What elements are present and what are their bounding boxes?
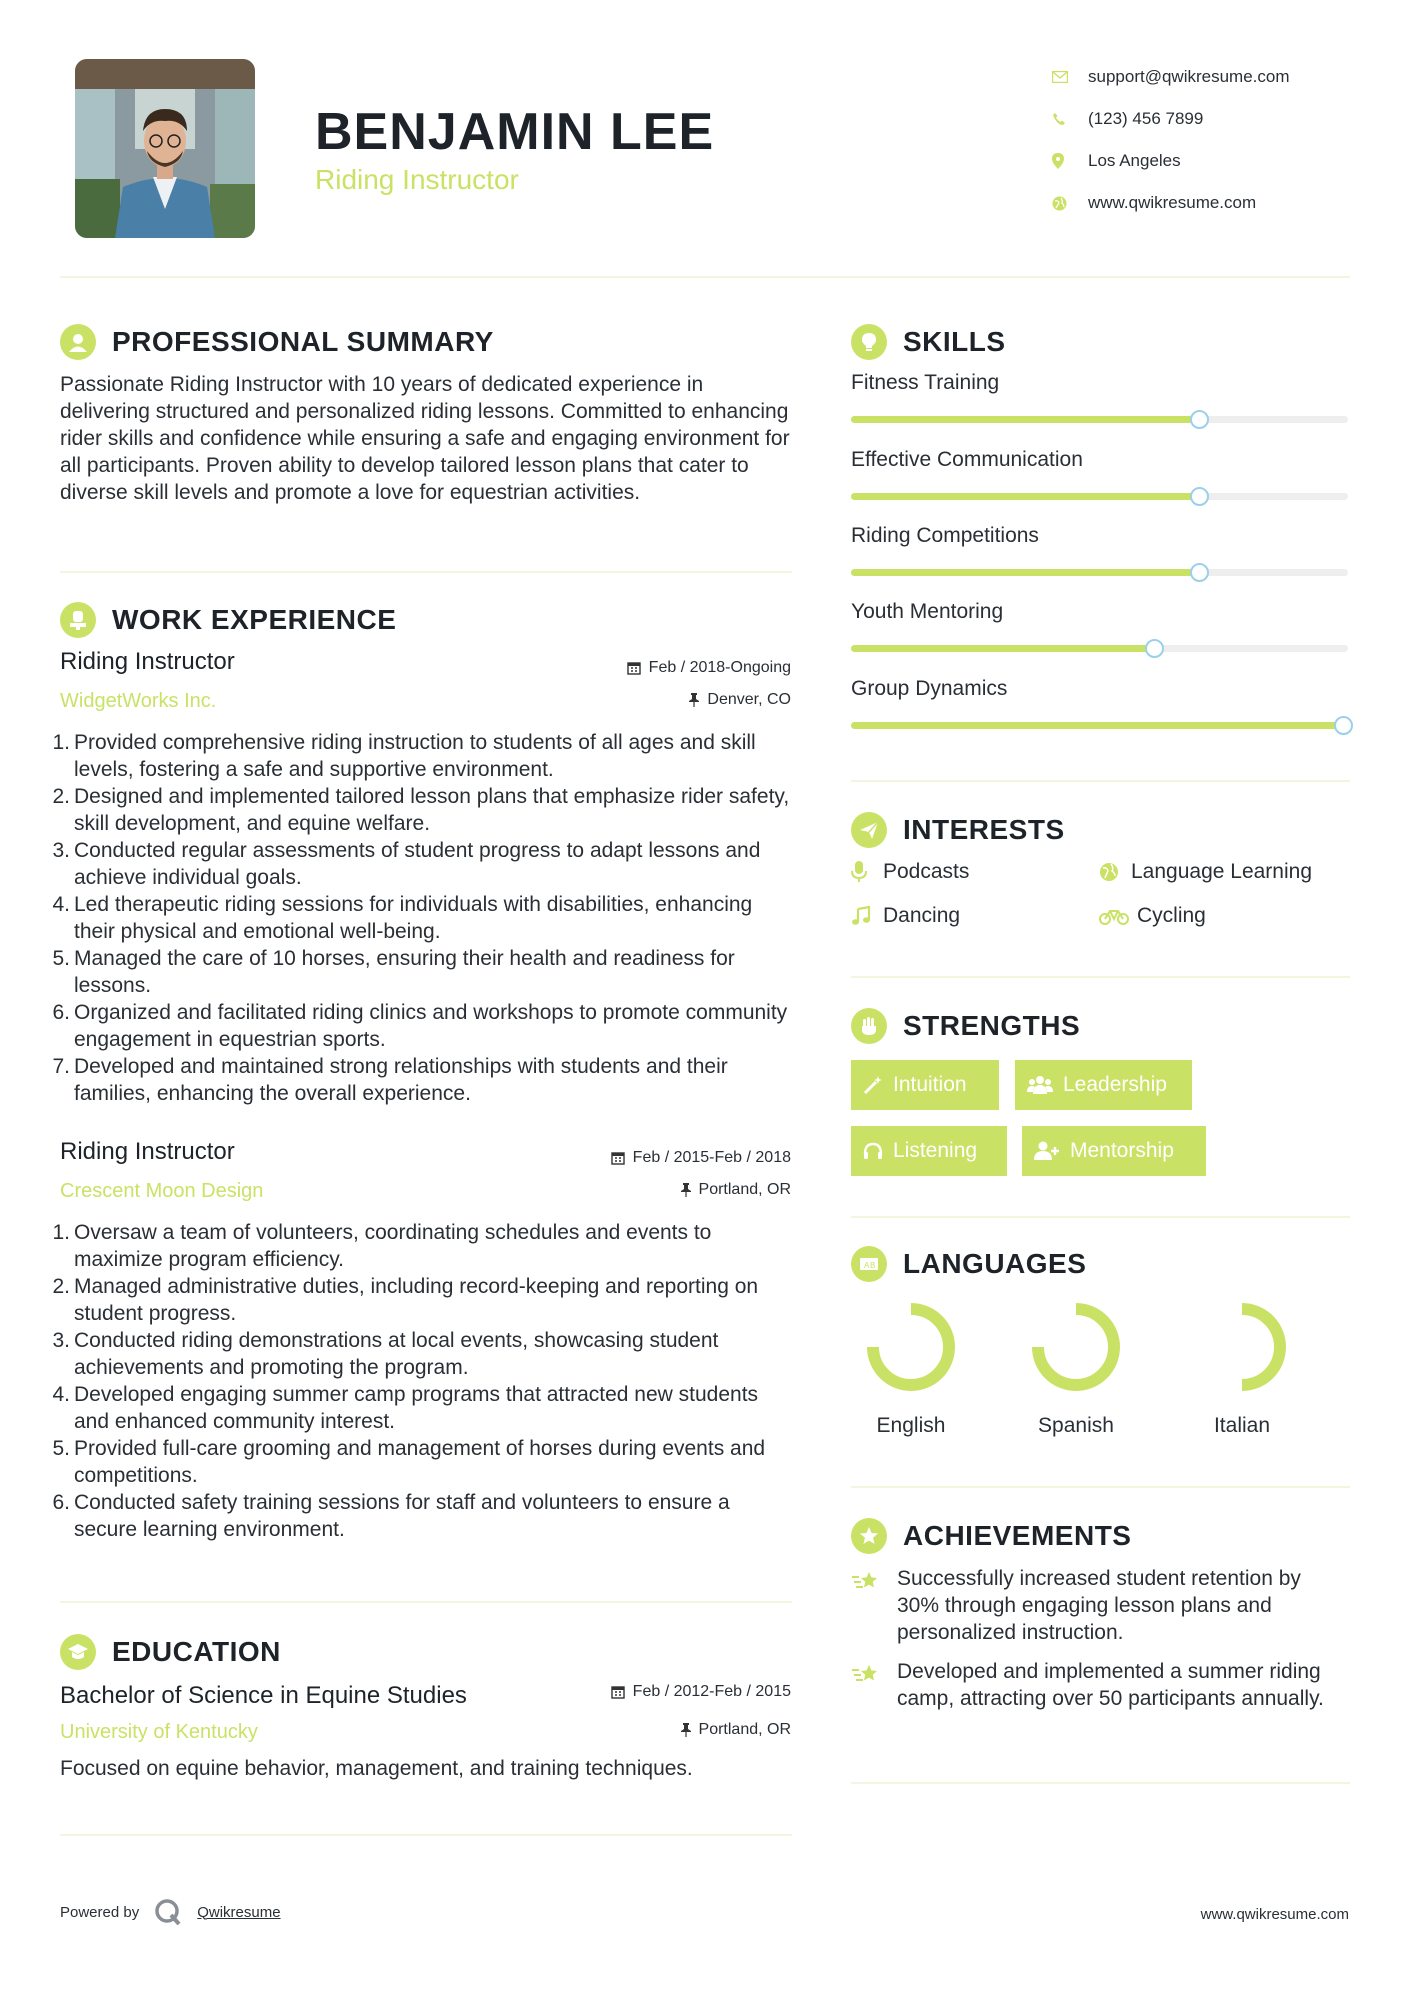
star-icon (851, 1518, 887, 1554)
achievement-item: Developed and implemented a summer riding camp, attracting over 50 participants annually. (851, 1658, 1337, 1712)
graduation-icon (60, 1634, 96, 1670)
job-company: WidgetWorks Inc. (60, 690, 217, 712)
contact-phone[interactable]: (123) 456 7899 (1052, 98, 1382, 140)
map-pin-icon (1052, 153, 1088, 169)
strength-tag: Listening (851, 1126, 1007, 1176)
summary-text: Passionate Riding Instructor with 10 years of dedicated experience in delivering structured and personalized riding lessons. Committed to enhancing rider skills and confidence while ensuring a safe and engaging environment for all participants. Proven ability to develop tailored lesson plans that cater to diverse skill levels and promote a love for equestrian activities. (60, 373, 790, 504)
list-item: 5. Provided full-care grooming and management of horses during events and competitions. (52, 1437, 766, 1487)
education-degree: Bachelor of Science in Equine Studies (60, 1682, 467, 1709)
strength-tag: Leadership (1015, 1060, 1192, 1110)
interests-heading: INTERESTS (851, 812, 1065, 848)
headphones-icon (863, 1142, 883, 1160)
education-school: University of Kentucky (60, 1721, 258, 1743)
skill-bar-handle[interactable] (1334, 716, 1353, 735)
job-company: Crescent Moon Design (60, 1180, 264, 1202)
globe-icon (1052, 196, 1088, 211)
language-ring-arc (1242, 1309, 1280, 1385)
skill-bar-handle[interactable] (1190, 563, 1209, 582)
skill-bar (851, 416, 1348, 423)
group-icon (1027, 1075, 1053, 1095)
header-divider (60, 276, 1350, 278)
qwikresume-link[interactable]: Qwikresume (197, 1903, 281, 1921)
list-item: 4. Developed engaging summer camp programs that attracted new students and enhanced community interest. (52, 1383, 759, 1433)
hand-icon (851, 1008, 887, 1044)
language-icon (851, 1246, 887, 1282)
pushpin-icon (681, 1183, 691, 1197)
skill-bar-handle[interactable] (1145, 639, 1164, 658)
list-item: 1. Oversaw a team of volunteers, coordinating schedules and events to maximize program efficiency. (52, 1221, 712, 1271)
job-bullets (52, 1219, 797, 1543)
job-location: Portland, OR (681, 1181, 791, 1199)
phone-icon (1052, 112, 1088, 126)
shooting-star-icon (851, 1565, 897, 1646)
education-heading: EDUCATION (60, 1634, 281, 1670)
skill-bar (851, 645, 1348, 652)
calendar-icon (611, 1685, 625, 1699)
achievement-item: Successfully increased student retention by 30% through engaging lesson plans and personalized instruction. (851, 1565, 1337, 1646)
lightbulb-icon (851, 324, 887, 360)
job-role: Riding Instructor (60, 648, 235, 675)
music-note-icon (851, 906, 879, 926)
achievements-heading: ACHIEVEMENTS (851, 1518, 1131, 1554)
job-dates: Feb / 2018-Ongoing (627, 659, 791, 677)
svg-text:B: B (870, 1261, 876, 1270)
footer-powered-by: Powered by Qwikresume (60, 1897, 281, 1927)
svg-text:A: A (864, 1261, 870, 1270)
job-location: Denver, CO (689, 691, 791, 709)
strength-tag: Intuition (851, 1060, 999, 1110)
language-ring (1029, 1300, 1123, 1394)
language-item: Spanish (1016, 1300, 1136, 1438)
candidate-name: BENJAMIN LEE (315, 103, 715, 161)
magic-wand-icon (863, 1075, 883, 1095)
strengths-heading: STRENGTHS (851, 1008, 1080, 1044)
list-item: 5. Managed the care of 10 horses, ensuring their health and readiness for lessons. (52, 947, 735, 997)
interests-divider (851, 976, 1350, 978)
briefcase-icon (60, 602, 96, 638)
list-item: 2. Managed administrative duties, including record-keeping and reporting on student progress. (52, 1275, 759, 1325)
language-ring (1195, 1300, 1289, 1394)
skill-bar-handle[interactable] (1190, 487, 1209, 506)
skill-bar (851, 722, 1348, 729)
experience-heading: WORK EXPERIENCE (60, 602, 396, 638)
user-plus-icon (1034, 1141, 1060, 1161)
education-divider (60, 1834, 792, 1836)
language-ring (864, 1300, 958, 1394)
list-item: 3. Conducted riding demonstrations at local events, showcasing student achievements and promoting the program. (52, 1329, 719, 1379)
interest-item: Cycling (1099, 904, 1206, 928)
microphone-icon (851, 861, 879, 883)
list-item: 7. Developed and maintained strong relationships with students and their families, enhancing the overall experience. (52, 1055, 728, 1105)
list-item: 2. Designed and implemented tailored lesson plans that emphasize rider safety, skill development, and equine welfare. (52, 785, 790, 835)
job-role: Riding Instructor (60, 1138, 235, 1165)
qwikresume-logo-icon (153, 1897, 183, 1927)
contact-location: Los Angeles (1052, 140, 1382, 182)
interest-item: Dancing (851, 904, 960, 928)
languages-heading: A B LANGUAGES (851, 1246, 1086, 1282)
profile-photo (75, 59, 255, 238)
language-item: English (851, 1300, 971, 1438)
job-bullets (52, 729, 797, 1107)
education-location: Portland, OR (681, 1721, 791, 1739)
list-item: 6. Conducted safety training sessions for staff and volunteers to ensure a secure learning environment. (52, 1491, 730, 1541)
user-icon (60, 324, 96, 360)
strengths-divider (851, 1216, 1350, 1218)
skill-item: Riding Competitions (851, 524, 1351, 548)
language-item: Italian (1182, 1300, 1302, 1438)
achievements-divider (851, 1782, 1350, 1784)
skill-bar (851, 569, 1348, 576)
shooting-star-icon (851, 1658, 897, 1712)
list-item: 6. Organized and facilitated riding clinics and workshops to promote community engagement in equestrian sports. (52, 1001, 788, 1051)
calendar-icon (611, 1151, 625, 1165)
summary-heading: PROFESSIONAL SUMMARY (60, 324, 494, 360)
contact-email[interactable]: support@qwikresume.com (1052, 56, 1382, 98)
contact-block (1052, 56, 1382, 224)
skill-item: Fitness Training (851, 371, 1351, 395)
skill-item: Group Dynamics (851, 677, 1351, 701)
bicycle-icon (1099, 907, 1133, 925)
experience-divider (60, 1601, 792, 1603)
candidate-title: Riding Instructor (315, 164, 519, 195)
pushpin-icon (681, 1723, 691, 1737)
skill-bar-handle[interactable] (1190, 410, 1209, 429)
paper-plane-icon (851, 812, 887, 848)
pushpin-icon (689, 693, 699, 707)
education-dates: Feb / 2012-Feb / 2015 (611, 1683, 791, 1701)
list-item: 4. Led therapeutic riding sessions for individuals with disabilities, enhancing their physical and emotional well-being. (52, 893, 753, 943)
skill-bar (851, 493, 1348, 500)
calendar-icon (627, 661, 641, 675)
list-item: 3. Conducted regular assessments of student progress to adapt lessons and achieve individual goals. (52, 839, 761, 889)
interest-item: Podcasts (851, 860, 969, 884)
list-item: 1. Provided comprehensive riding instruction to students of all ages and skill levels, fostering a safe and supportive environment. (52, 731, 756, 781)
skills-heading: SKILLS (851, 324, 1006, 360)
education-description: Focused on equine behavior, management, and training techniques. (60, 1757, 693, 1780)
interest-item: Language Learning (1099, 860, 1312, 884)
globe-icon (1099, 862, 1127, 882)
skill-item: Effective Communication (851, 448, 1351, 472)
strength-tag: Mentorship (1022, 1126, 1206, 1176)
job-dates: Feb / 2015-Feb / 2018 (611, 1149, 791, 1167)
skills-divider (851, 780, 1350, 782)
footer-website[interactable]: www.qwikresume.com (1200, 1906, 1349, 1923)
languages-divider (851, 1486, 1350, 1488)
contact-website[interactable]: www.qwikresume.com (1052, 182, 1382, 224)
envelope-icon (1052, 71, 1088, 83)
summary-divider (60, 571, 792, 573)
skill-item: Youth Mentoring (851, 600, 1351, 624)
